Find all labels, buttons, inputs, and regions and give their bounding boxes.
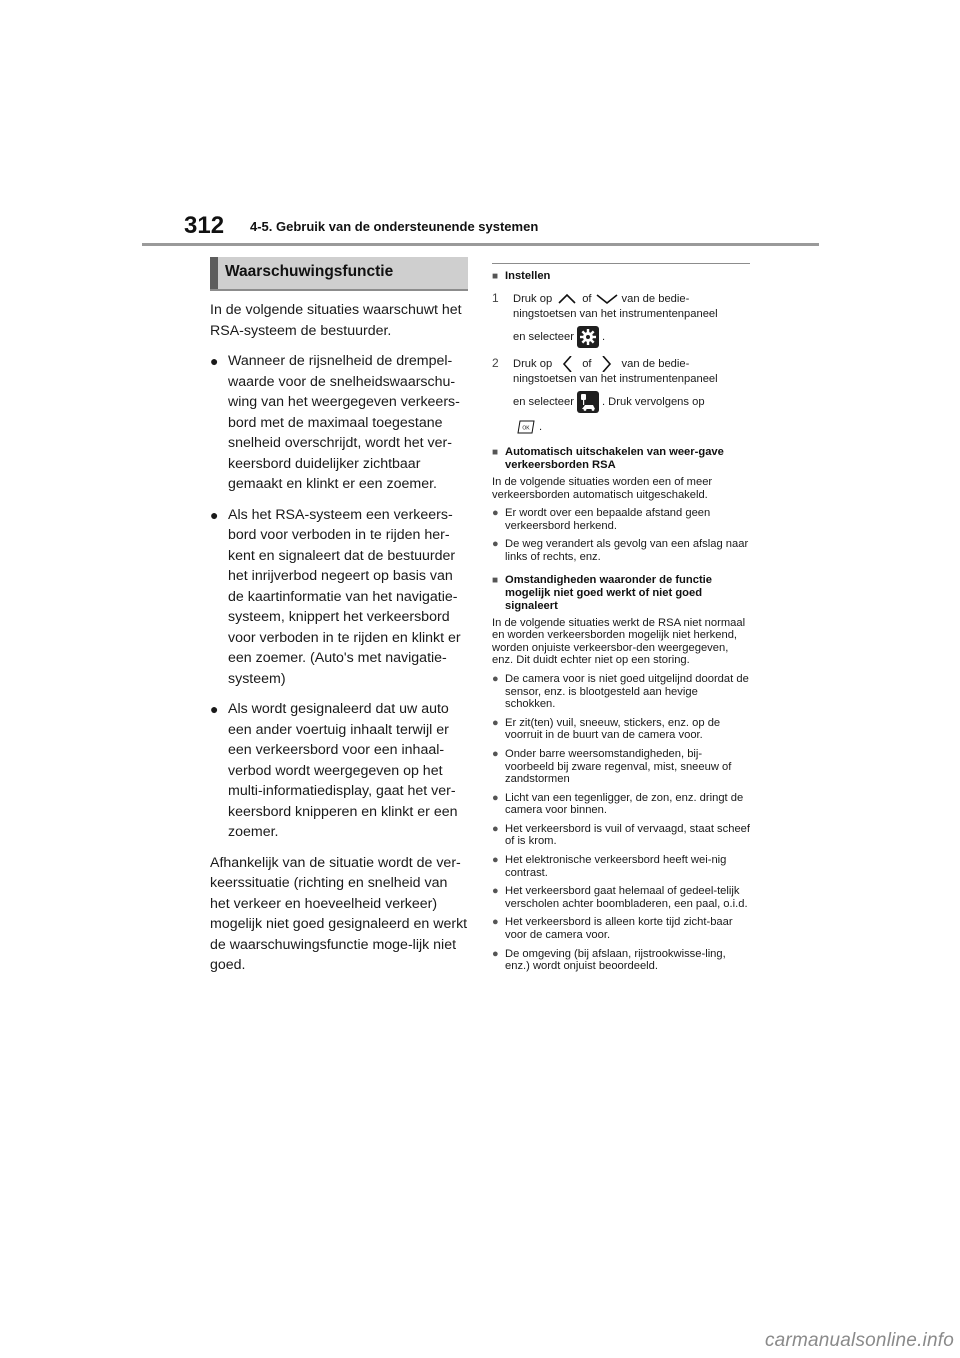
- chevron-up-icon: [552, 291, 582, 307]
- list-item: [210, 505, 468, 690]
- right-column: [492, 263, 750, 973]
- list-item: ● De camera voor is niet goed uitgelijnd doordat de sensor, enz. is blootgesteld aan hevige schokken.: [492, 672, 749, 711]
- bullet-icon: ●: [492, 507, 499, 520]
- step-1: 1 Druk op of van de bedie- ningstoetsen van het instrumentenpaneel en selecteer .: [492, 291, 750, 348]
- bullet-icon: ●: [492, 538, 499, 551]
- list-item: [210, 351, 468, 495]
- header-rule: [142, 243, 819, 246]
- chevron-down-icon: [592, 291, 622, 307]
- page-number: 312: [184, 212, 225, 239]
- list-item: [210, 699, 468, 843]
- car-sign-icon: [577, 391, 599, 413]
- list-item: ● Er wordt over een bepaalde afstand geen verkeersbord herkend.: [492, 507, 711, 532]
- svg-text:OK: OK: [522, 425, 530, 432]
- list-item: ● De omgeving (bij afslaan, rijstrookwisse-ling, enz.) wordt onjuist beoordeeld.: [492, 947, 726, 973]
- watermark: carmanualsonline.info: [764, 1330, 954, 1351]
- section-heading: Waarschuwingsfunctie: [210, 257, 468, 289]
- step-number: 2: [492, 356, 499, 370]
- subheading-auto-off: ■ Automatisch uitschakelen van weer-gave verkeersborden RSA: [492, 446, 724, 471]
- chevron-left-icon: [552, 356, 582, 372]
- left-column: [210, 257, 468, 976]
- step-number: 1: [492, 291, 499, 305]
- list-item: ● De weg verandert als gevolg van een afslag naar links of rechts, enz.: [492, 538, 749, 563]
- list-item: ● Het elektronische verkeersbord heeft wei-nig contrast.: [492, 854, 727, 879]
- list-item: ● Het verkeersbord is alleen korte tijd zicht-baar voor de camera voor.: [492, 916, 733, 942]
- bullet-icon: ●: [492, 854, 499, 867]
- bullet-icon: ●: [492, 791, 499, 804]
- bullet-icon: ●: [210, 353, 219, 369]
- step-2: 2 Druk op of van de bedie- ningstoetsen van het instrumentenpaneel en selecteer . Druk vervolgens op OK .: [492, 356, 750, 436]
- bullet-icon: ●: [210, 701, 219, 717]
- column-rule: [492, 263, 750, 264]
- list-item-text: Wanneer de rijsnelheid de drempel-waarde voor de snelheidswaarschu-wing van het weergegeven verkeers-bord met de maximaal toegestane snelheid overschrijdt, wordt het ver-keersbord duidelijker zichtbaar gemaakt en klinkt er een zoemer.: [228, 353, 460, 492]
- intro-paragraph: In de volgende situaties waarschuwt het RSA-systeem de bestuurder.: [210, 302, 462, 339]
- bullet-icon: ●: [210, 506, 219, 523]
- bullet-icon: ●: [492, 747, 499, 760]
- square-bullet-icon: ■: [492, 271, 499, 282]
- square-bullet-icon: ■: [492, 447, 499, 458]
- bullet-icon: ●: [492, 885, 499, 898]
- ok-button-icon: [515, 418, 537, 436]
- bullet-icon: ●: [492, 916, 499, 929]
- heading-underline: [210, 289, 468, 291]
- square-bullet-icon: ■: [492, 574, 499, 586]
- gear-icon: [577, 326, 599, 348]
- chevron-right-icon: [592, 356, 622, 372]
- subheading-conditions: ■ Omstandigheden waaronder de functie mogelijk niet goed werkt of niet goed signaleert: [492, 573, 713, 612]
- bullet-icon: ●: [492, 716, 499, 729]
- list-item-text: Als het RSA-systeem een verkeers-bord voor verboden in te rijden her-kent en signaleert dat de bestuurder het inrijverbod negeert op basis van de kaartinformatie van het navigatie-systeem, knippert het verkeersbord voor verboden in te rijden en klinkt er een zoemer. (Auto's met navigatie-systeem): [228, 506, 461, 687]
- list-item: ● Licht van een tegenligger, de zon, enz. dringt de camera voor binnen.: [492, 791, 744, 817]
- list-item: ● Er zit(ten) vuil, sneeuw, stickers, enz. op de voorruit in de buurt van de camera voor.: [492, 716, 721, 742]
- auto-off-intro: In de volgende situaties worden een of meer verkeersborden automatisch uitgeschakeld.: [492, 476, 713, 501]
- list-item: ● Het verkeersbord is vuil of vervaagd, staat scheef of is krom.: [492, 822, 750, 848]
- list-item: ● Onder barre weersomstandigheden, bij-voorbeeld bij zware regenval, mist, sneeuw of zandstormen: [492, 747, 732, 786]
- outro-paragraph: Afhankelijk van de situatie wordt de ver-keerssituatie (richting en snelheid van het verkeer en hoeveelheid verkeer) mogelijk niet goed gesignaleerd en werkt de waarschuwingsfunctie moge-lijk niet goed.: [210, 854, 468, 973]
- section-title: 4-5. Gebruik van de ondersteunende systemen: [250, 219, 539, 234]
- list-item: ● Het verkeersbord gaat helemaal of gedeel-telijk verscholen achter boombladeren, een paal, o.i.d.: [492, 885, 748, 910]
- conditions-intro: In de volgende situaties werkt de RSA niet normaal en worden verkeersborden mogelijk niet herkend, worden onjuiste verkeersbor-den weergegeven, enz. Dit duidt echter niet op een storing.: [492, 616, 746, 667]
- bullet-icon: ●: [492, 672, 499, 685]
- bullet-icon: ●: [492, 947, 499, 960]
- list-item-text: Als wordt gesignaleerd dat uw auto een ander voertuig inhaalt terwijl er een verkeersbord voor een inhaal-verbod wordt weergegeven op het multi-informatiedisplay, gaat het ver-keersbord knipperen en klinkt er een zoemer.: [228, 701, 458, 840]
- subheading-settings: ■ Instellen: [492, 270, 551, 282]
- bullet-icon: ●: [492, 822, 499, 835]
